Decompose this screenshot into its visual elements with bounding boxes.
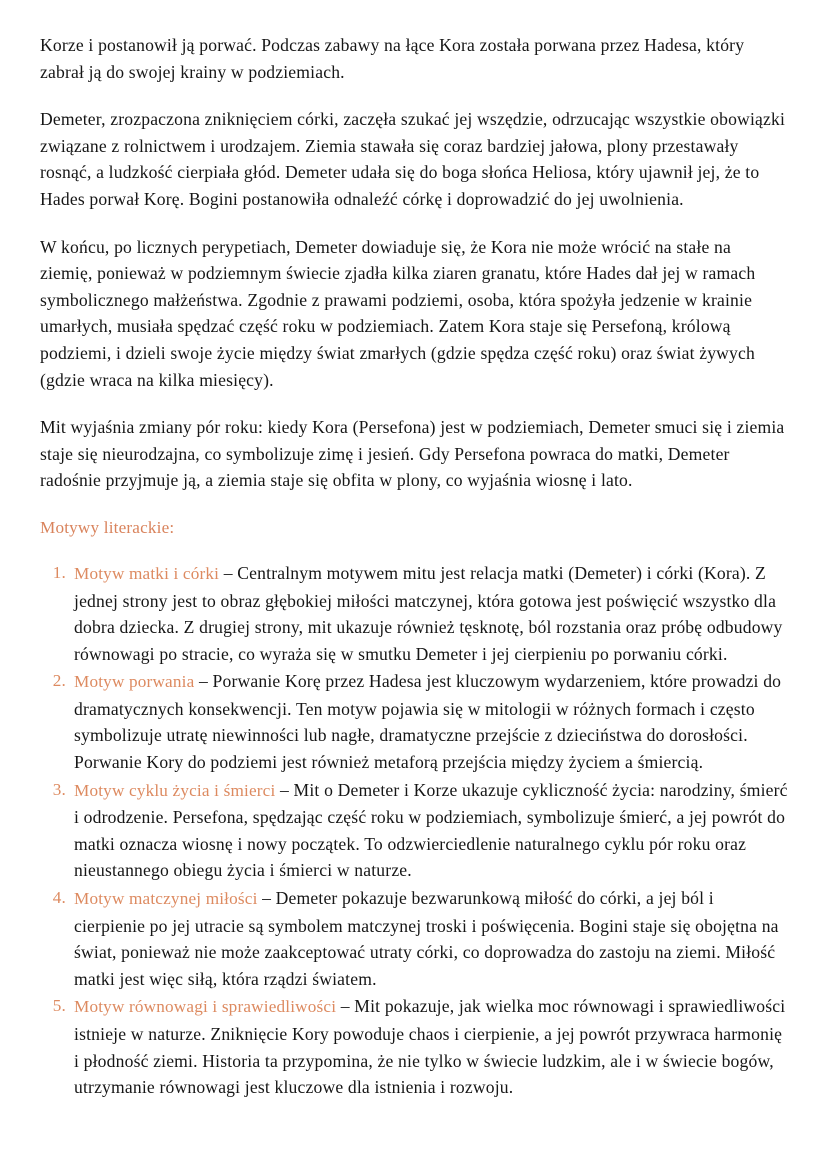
paragraph-seasons-explanation: Mit wyjaśnia zmiany pór roku: kiedy Kora (Persefona) jest w podziemiach, Demeter smuci się i ziemia staje się nieurodzajna, co symbolizuje zimę i jesień. Gdy Persefona powraca do matki, Demeter radośnie przyjmuje ją, a ziemia staje się obfita w plony, co wyjaśnia wiosnę i lato. — [40, 417, 785, 491]
literary-motifs-list — [40, 560, 788, 1101]
list-item-number: 1. — [52, 562, 66, 582]
list-item-number: 3. — [52, 779, 66, 799]
motif-description: Porwanie Korę przez Hadesa jest kluczowym wydarzeniem, które prowadzi do dramatycznych konsekwencji. Ten motyw pojawia się w mitologii w różnych formach i często symbolizuje utratę niewinności lub nagłe, dramatyczne przejście z dzieciństwa do dorosłości. Porwanie Kory do podziemi jest również metaforą przejścia między życiem a śmiercią. — [74, 671, 782, 773]
list-item — [40, 885, 788, 992]
motif-dash: – — [223, 562, 233, 583]
motif-description: Mit o Demeter i Korze ukazuje cykliczność życia: narodziny, śmierć i odrodzenie. Persefona, spędzając część roku w podziemiach, symbolizuje śmierć, a jej powrót do matki oznacza wiosnę i nowy początek. To odzwierciedlenie naturalnego cyklu pór roku oraz nieustannego obiegu życia i śmierci w naturze. — [74, 779, 788, 881]
motif-dash: – — [279, 779, 289, 800]
document-body — [40, 32, 788, 1101]
motif-dash: – — [262, 888, 272, 909]
list-item — [40, 668, 788, 775]
list-item-number: 5. — [52, 996, 66, 1016]
motif-title: Motyw cyklu życia i śmierci — [74, 780, 276, 800]
motif-description: Centralnym motywem mitu jest relacja matki (Demeter) i córki (Kora). Z jednej strony jest to obraz głębokiej miłości matczynej, która gotowa jest poświęcić wszystko dla dobra dziecka. Z drugiej strony, mit ukazuje również tęsknotę, ból rozstania oraz próbę odbudowy równowagi po stracie, co wyraża się w smutku Demeter i jej cierpieniu po porwaniu córki. — [74, 562, 783, 664]
motif-dash: – — [198, 671, 208, 692]
list-item — [40, 777, 788, 884]
motif-title: Motyw matki i córki — [74, 563, 220, 583]
motif-title: Motyw równowagi i sprawiedliwości — [74, 997, 337, 1017]
motif-description: Mit pokazuje, jak wielka moc równowagi i sprawiedliwości istnieje w naturze. Zniknięcie Kory powoduje chaos i cierpienie, a jej powrót przywraca harmonię i płodność ziemi. Historia ta przypomina, że nie tylko w świecie ludzkim, ale i w świecie bogów, utrzymanie równowagi jest kluczowe dla istnienia i rozwoju. — [74, 996, 786, 1098]
paragraph-demeter-search: Demeter, zrozpaczona zniknięciem córki, zaczęła szukać jej wszędzie, odrzucając wszystkie obowiązki związane z rolnictwem i urodzajem. Ziemia stawała się coraz bardziej jałowa, plony przestawały rosnąć, a ludzkość cierpiała głód. Demeter udała się do boga słońca Heliosa, który ujawnił jej, że to Hades porwał Korę. Bogini postanowiła odnaleźć córkę i doprowadzić do jej uwolnienia. — [40, 109, 786, 209]
list-item-number: 4. — [52, 888, 66, 908]
paragraph-intro: Korze i postanowił ją porwać. Podczas zabawy na łące Kora została porwana przez Hadesa, który zabrał ją do swojej krainy w podziemiach. — [40, 35, 745, 82]
motif-title: Motyw porwania — [74, 672, 195, 692]
list-item — [40, 560, 788, 667]
list-item — [40, 993, 788, 1100]
motif-dash: – — [340, 996, 350, 1017]
motif-title: Motyw matczynej miłości — [74, 889, 258, 909]
paragraph-persephone-pact: W końcu, po licznych perypetiach, Demeter dowiaduje się, że Kora nie może wrócić na stałe na ziemię, ponieważ w podziemnym świecie zjadła kilka ziaren granatu, które Hades dał jej w ramach symbolicznego małżeństwa. Zgodnie z prawami podziemi, osoba, która spożyła jedzenie w krainie umarłych, musiała spędzać część roku w podziemiach. Zatem Kora staje się Persefoną, królową podziemi, i dzieli swoje życie między świat zmarłych (gdzie spędza część roku) oraz świat żywych (gdzie wraca na kilka miesięcy). — [40, 236, 756, 390]
section-heading-literary-motifs: Motywy literackie: — [40, 517, 175, 537]
motif-description: Demeter pokazuje bezwarunkową miłość do córki, a jej ból i cierpienie po jej utracie są symbolem matczynej troski i poświęcenia. Bogini staje się obojętna na świat, ponieważ nie może zaakceptować utraty córki, co doprowadza do zastoju na ziemi. Miłość matki jest więc siłą, która rządzi światem. — [74, 888, 779, 989]
list-item-number: 2. — [52, 671, 66, 691]
